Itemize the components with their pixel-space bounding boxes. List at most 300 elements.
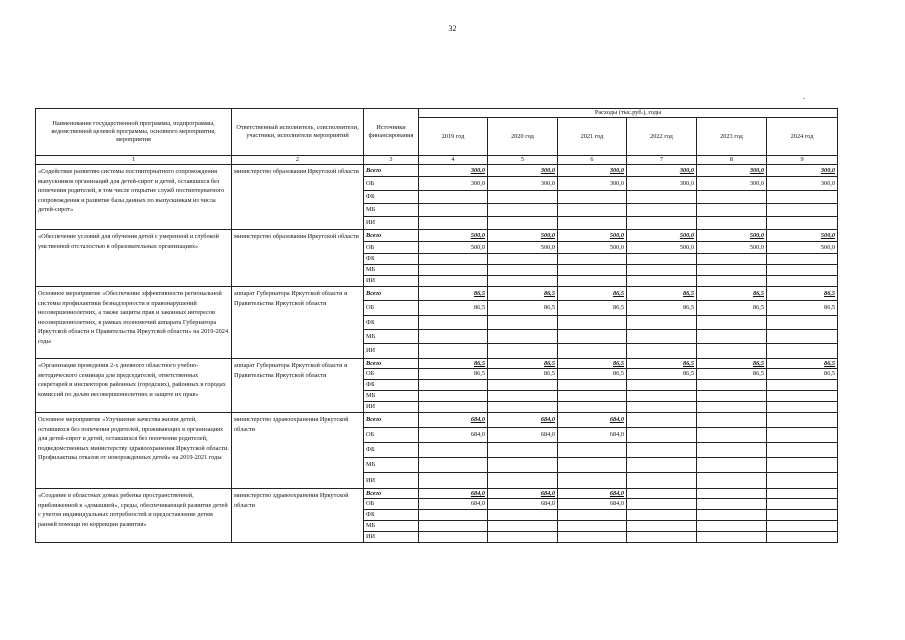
header-responsible: Ответственный исполнитель, соисполнители, участники, исполнители мероприятий [232,109,364,156]
expense-value: 86,5 [473,304,485,312]
expense-cell [627,391,697,402]
funding-source: Всего [364,489,419,499]
expense-cell [627,521,697,532]
expense-value: 500,0 [540,231,555,239]
expense-cell [767,489,838,499]
expense-cell [488,499,558,510]
expense-cell [419,369,488,380]
expense-value: 300,0 [540,166,555,174]
funding-source: Всего [364,413,419,428]
expense-cell [767,413,838,428]
expense-cell [488,532,558,543]
expense-cell [488,359,558,369]
expense-value: 86,5 [824,370,836,378]
column-number: 9 [767,156,838,165]
expense-cell [767,458,838,473]
funding-source: ФБ [364,191,419,204]
funding-source: МБ [364,391,419,402]
expense-cell [488,458,558,473]
expense-value: 684,0 [609,431,624,439]
expense-cell [558,204,627,217]
expense-cell [767,204,838,217]
column-number: 2 [232,156,364,165]
expense-cell [558,230,627,242]
expense-cell [627,265,697,276]
expense-cell [767,316,838,330]
expense-value: 684,0 [470,416,485,424]
expense-value: 684,0 [609,500,624,508]
header-year: 2021 год [558,118,627,156]
expense-cell [558,287,627,301]
expense-cell [697,380,767,391]
expense-value: 86,5 [473,289,485,297]
expense-cell [697,413,767,428]
funding-source: МБ [364,458,419,473]
expense-value: 300,0 [749,179,764,187]
expense-value: 684,0 [540,431,555,439]
expense-cell [767,369,838,380]
measure-name: «Создание в областных домах ребенка пространственной, приближенной к «домашней», среды, обеспечивающей развитие детей с учетом индивидуальных потребностей и предоставление детям ранней помощи по коррекции развития» [36,489,232,543]
expense-cell [488,380,558,391]
expense-value: 500,0 [609,231,624,239]
expense-cell [767,510,838,521]
expense-cell [488,391,558,402]
expense-cell [767,191,838,204]
expense-cell [488,191,558,204]
expense-cell [488,301,558,316]
expense-cell [627,230,697,242]
expense-cell [627,489,697,499]
funding-source: Всего [364,359,419,369]
expense-cell [419,380,488,391]
expense-cell [558,254,627,265]
expense-cell [488,230,558,242]
header-name: Наименование государственной программы, подпрограммы, ведомственной целевой программы, основного мероприятия, мероприятия [36,109,232,156]
expense-cell [558,391,627,402]
column-number: 3 [364,156,419,165]
expense-cell [627,177,697,191]
expense-cell [697,276,767,287]
expense-value: 684,0 [609,416,624,424]
expense-cell [697,443,767,458]
expense-cell [767,499,838,510]
expense-cell [558,443,627,458]
expense-cell [627,242,697,254]
expense-cell [488,489,558,499]
table-row [36,230,838,242]
expense-cell [697,254,767,265]
funding-source: ИИ [364,402,419,413]
expense-cell [419,499,488,510]
funding-source: ОБ [364,242,419,254]
funding-source: ФБ [364,380,419,391]
expense-cell [419,287,488,301]
expense-cell [558,359,627,369]
expense-cell [767,254,838,265]
expense-cell [488,344,558,359]
expense-value: 300,0 [470,179,485,187]
expense-value: 86,5 [682,289,694,297]
measure-name: Основное мероприятие «Обеспечение эффективности региональной системы профилактики безнадзорности и правонарушений несовершеннолетних, а также защиты прав и законных интересов несовершеннолетних, в рамках полномочий аппарата Губернатора Иркутской области и Правительства Иркутской области» на 2019-2024 годы [36,287,232,359]
expense-value: 684,0 [540,416,555,424]
expense-value: 86,5 [543,370,555,378]
expense-cell [488,265,558,276]
expense-cell [767,276,838,287]
expense-value: 684,0 [470,489,485,497]
column-number: 5 [488,156,558,165]
funding-source: ИИ [364,473,419,489]
expense-cell [419,458,488,473]
expense-cell [697,316,767,330]
header-year: 2022 год [627,118,697,156]
expense-cell [697,532,767,543]
column-number: 7 [627,156,697,165]
expense-cell [767,443,838,458]
expense-cell [488,369,558,380]
expense-value: 500,0 [679,231,694,239]
expense-cell [697,177,767,191]
expense-cell [697,344,767,359]
expense-cell [488,330,558,344]
expense-cell [488,217,558,230]
expense-value: 86,5 [682,370,694,378]
expense-cell [697,359,767,369]
measure-name: «Обеспечение условий для обучения детей с умеренной и глубокой умственной отсталостью в образовательных организациях» [36,230,232,287]
responsible-executor: аппарат Губернатора Иркутской области и Правительства Иркутской области [232,359,364,413]
expense-cell [697,510,767,521]
expense-cell [488,521,558,532]
expense-value: 86,5 [752,304,764,312]
expense-cell [697,489,767,499]
expense-cell [558,458,627,473]
funding-source: МБ [364,521,419,532]
expense-cell [488,428,558,443]
expense-cell [697,391,767,402]
expense-cell [697,191,767,204]
expense-cell [488,204,558,217]
table-header [36,109,838,165]
expense-cell [697,265,767,276]
expense-value: 300,0 [609,179,624,187]
funding-source: ОБ [364,428,419,443]
expense-cell [627,428,697,443]
expense-cell [627,458,697,473]
header-year: 2019 год [419,118,488,156]
expense-value: 500,0 [749,231,764,239]
expense-cell [627,499,697,510]
table-row [36,287,838,301]
expense-cell [627,473,697,489]
expense-value: 86,5 [824,304,836,312]
expense-cell [767,230,838,242]
expense-cell [767,287,838,301]
funding-source: ОБ [364,301,419,316]
expense-cell [697,473,767,489]
funding-source: МБ [364,204,419,217]
expense-value: 86,5 [612,289,624,297]
expense-cell [419,413,488,428]
expense-cell [767,217,838,230]
expense-cell [697,458,767,473]
funding-source: ОБ [364,369,419,380]
expense-cell [558,428,627,443]
expense-cell [558,316,627,330]
expense-cell [488,177,558,191]
expense-value: 300,0 [609,166,624,174]
expense-cell [558,344,627,359]
expense-cell [627,217,697,230]
expense-cell [488,287,558,301]
funding-source: ОБ [364,177,419,191]
expense-cell [558,489,627,499]
responsible-executor: министерство образования Иркутской области [232,230,364,287]
expense-cell [767,344,838,359]
expense-value: 684,0 [470,431,485,439]
expense-value: 300,0 [820,179,836,187]
table-row [36,165,838,177]
expense-cell [488,242,558,254]
expense-cell [419,165,488,177]
expense-cell [627,380,697,391]
expense-value: 684,0 [609,489,624,497]
expense-cell [697,217,767,230]
expense-value: 86,5 [752,359,764,367]
expense-cell [558,532,627,543]
corner-mark: - [803,96,805,102]
table-row [36,489,838,499]
expense-cell [558,191,627,204]
page-number: 32 [448,24,457,33]
expense-cell [419,177,488,191]
expense-cell [419,428,488,443]
expense-cell [767,242,838,254]
expense-cell [627,191,697,204]
column-number: 8 [697,156,767,165]
expense-cell [419,316,488,330]
funding-source: ИИ [364,532,419,543]
funding-source: ИИ [364,217,419,230]
expense-cell [697,287,767,301]
funding-source: ИИ [364,344,419,359]
responsible-executor: министерство здравоохранения Иркутской области [232,489,364,543]
expense-value: 500,0 [820,243,836,251]
expense-cell [488,402,558,413]
expense-cell [767,359,838,369]
expense-cell [767,165,838,177]
column-numbers-row [36,156,838,165]
expense-cell [767,380,838,391]
funding-source: Всего [364,230,419,242]
expense-cell [697,369,767,380]
expense-cell [419,301,488,316]
expense-value: 300,0 [679,166,694,174]
expense-cell [419,191,488,204]
expense-cell [419,230,488,242]
expense-cell [558,330,627,344]
expense-cell [627,330,697,344]
expense-cell [627,276,697,287]
expense-cell [627,344,697,359]
expense-cell [767,428,838,443]
expense-cell [419,330,488,344]
expense-cell [558,217,627,230]
column-number: 1 [36,156,232,165]
expense-cell [767,177,838,191]
expense-cell [767,301,838,316]
expense-value: 86,5 [682,304,694,312]
expenses-table [35,108,838,543]
expense-value: 500,0 [540,243,555,251]
expense-cell [627,165,697,177]
expense-cell [558,177,627,191]
expense-cell [627,402,697,413]
expense-cell [488,413,558,428]
table-body [36,165,838,543]
expense-cell [767,265,838,276]
expense-value: 86,5 [752,370,764,378]
expense-value: 500,0 [609,243,624,251]
expense-cell [419,510,488,521]
expense-cell [488,443,558,458]
expense-value: 86,5 [612,359,624,367]
expense-cell [558,276,627,287]
expense-cell [558,499,627,510]
expense-cell [627,510,697,521]
expense-cell [419,217,488,230]
expense-cell [419,473,488,489]
expense-value: 300,0 [679,179,694,187]
measure-name: «Организация проведения 2-х дневного областного учебно-методического семинара для председателей, ответственных секретарей и инспекторов районных (городских), районных в городах комиссий по делам несовершеннолетних и защите их прав» [36,359,232,413]
funding-source: Всего [364,165,419,177]
expense-cell [767,532,838,543]
measure-name: «Содействие развитию системы постинтернатного сопровождения выпускников организаций для детей-сирот и детей, оставшихся без попечения родителей, в том числе открытие служб постинтернатного сопровождения и развитие базы данных по выпускникам из числа детей-сирот» [36,165,232,230]
expense-cell [697,242,767,254]
expense-cell [627,359,697,369]
expense-cell [697,230,767,242]
expense-cell [558,510,627,521]
expense-value: 500,0 [470,243,485,251]
header-year: 2024 год [767,118,838,156]
expense-cell [767,521,838,532]
expense-value: 300,0 [540,179,555,187]
expense-value: 500,0 [749,243,764,251]
expense-cell [558,242,627,254]
expense-value: 500,0 [679,243,694,251]
expense-cell [697,301,767,316]
expense-cell [419,489,488,499]
expense-cell [558,301,627,316]
header-year: 2020 год [488,118,558,156]
expense-cell [488,510,558,521]
funding-source: ФБ [364,443,419,458]
expense-value: 684,0 [540,489,555,497]
expense-cell [767,402,838,413]
table-row [36,413,838,428]
expense-value: 300,0 [749,166,764,174]
expense-cell [697,499,767,510]
expense-cell [419,265,488,276]
header-expenses: Расходы (тыс.руб.), годы [419,109,838,118]
expense-value: 86,5 [473,370,485,378]
column-number: 4 [419,156,488,165]
expense-cell [767,473,838,489]
expense-cell [627,287,697,301]
expense-value: 86,5 [824,289,836,297]
funding-source: ФБ [364,510,419,521]
expense-cell [697,330,767,344]
expense-cell [419,204,488,217]
expense-cell [767,330,838,344]
expense-value: 86,5 [473,359,485,367]
expense-cell [627,413,697,428]
expense-cell [627,204,697,217]
column-number: 6 [558,156,627,165]
measure-name: Основное мероприятие «Улучшение качества жизни детей, оставшихся без попечения родителей, проживающих в организациях для детей-сирот и детей, оставшихся без попечения родителей, подведомственных министерству здравоохранения Иркутской области. Профилактика отказов от новорожденных детей» на 2019-2021 годы [36,413,232,489]
expense-cell [627,369,697,380]
expense-cell [627,532,697,543]
expense-value: 500,0 [470,231,485,239]
expense-cell [419,402,488,413]
expense-cell [419,391,488,402]
expense-cell [419,254,488,265]
expense-cell [697,204,767,217]
expense-cell [419,443,488,458]
expense-cell [627,301,697,316]
expense-cell [697,402,767,413]
expense-cell [488,473,558,489]
header-year: 2023 год [697,118,767,156]
expense-value: 684,0 [540,500,555,508]
expense-value: 500,0 [820,231,836,239]
expense-cell [627,254,697,265]
expense-cell [558,473,627,489]
expense-value: 300,0 [470,166,485,174]
expense-value: 86,5 [824,359,836,367]
expense-cell [419,359,488,369]
funding-source: ФБ [364,254,419,265]
expense-cell [558,413,627,428]
header-sources: Источники финансирования [364,109,419,156]
expense-cell [419,532,488,543]
expense-cell [488,165,558,177]
expense-cell [697,428,767,443]
expense-cell [419,276,488,287]
expense-value: 86,5 [543,359,555,367]
expense-cell [558,369,627,380]
responsible-executor: министерство здравоохранения Иркутской области [232,413,364,489]
expense-value: 300,0 [820,166,836,174]
funding-source: ФБ [364,316,419,330]
responsible-executor: аппарат Губернатора Иркутской области и Правительства Иркутской области [232,287,364,359]
expense-value: 86,5 [543,304,555,312]
expense-value: 86,5 [682,359,694,367]
expense-cell [419,521,488,532]
expense-cell [697,165,767,177]
expense-cell [558,165,627,177]
expense-cell [419,344,488,359]
expense-cell [558,265,627,276]
expense-cell [558,380,627,391]
expense-cell [558,521,627,532]
expense-value: 86,5 [752,289,764,297]
funding-source: МБ [364,330,419,344]
funding-source: Всего [364,287,419,301]
expense-cell [558,402,627,413]
expense-cell [767,391,838,402]
expense-cell [488,276,558,287]
funding-source: МБ [364,265,419,276]
expense-cell [488,316,558,330]
